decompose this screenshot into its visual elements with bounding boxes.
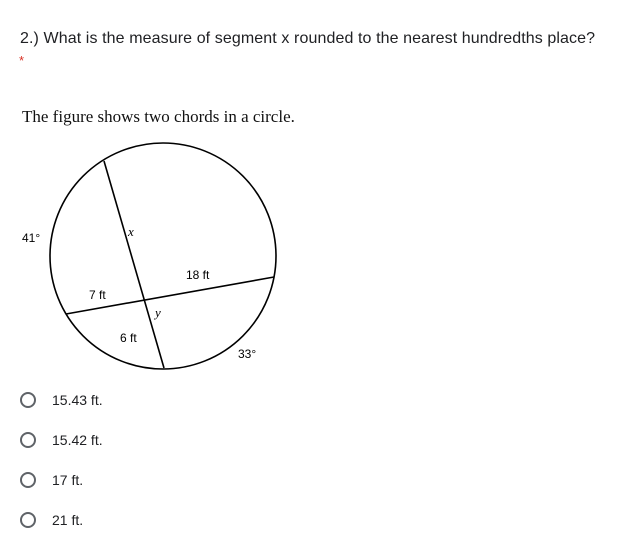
segment-label-18: 18 ft — [186, 268, 210, 282]
segment-label-x: x — [128, 224, 134, 239]
required-marker: * — [19, 53, 25, 68]
option-label: 21 ft. — [52, 512, 84, 528]
circle-outline — [50, 143, 276, 369]
option-4[interactable] — [0, 500, 300, 540]
arc-label-33: 33° — [238, 347, 257, 361]
segment-label-y: y — [155, 305, 161, 320]
arc-label-41: 41° — [22, 231, 41, 245]
question-title: 2.) What is the measure of segment x rounded to the nearest hundredths place? — [20, 30, 596, 47]
circle-chords-diagram — [0, 95, 632, 380]
option-label: 15.43 ft. — [52, 392, 103, 408]
radio-button[interactable] — [20, 392, 36, 408]
radio-button[interactable] — [20, 432, 36, 448]
option-label: 15.42 ft. — [52, 432, 103, 448]
segment-label-7: 7 ft — [89, 288, 106, 302]
option-1[interactable] — [0, 380, 300, 420]
radio-button[interactable] — [20, 512, 36, 528]
radio-button[interactable] — [20, 472, 36, 488]
figure-caption: The figure shows two chords in a circle. — [22, 107, 295, 126]
segment-label-6: 6 ft — [120, 331, 137, 345]
option-label: 17 ft. — [52, 472, 84, 488]
option-3[interactable] — [0, 460, 300, 500]
question-figure — [0, 95, 632, 380]
option-2[interactable] — [0, 420, 300, 460]
